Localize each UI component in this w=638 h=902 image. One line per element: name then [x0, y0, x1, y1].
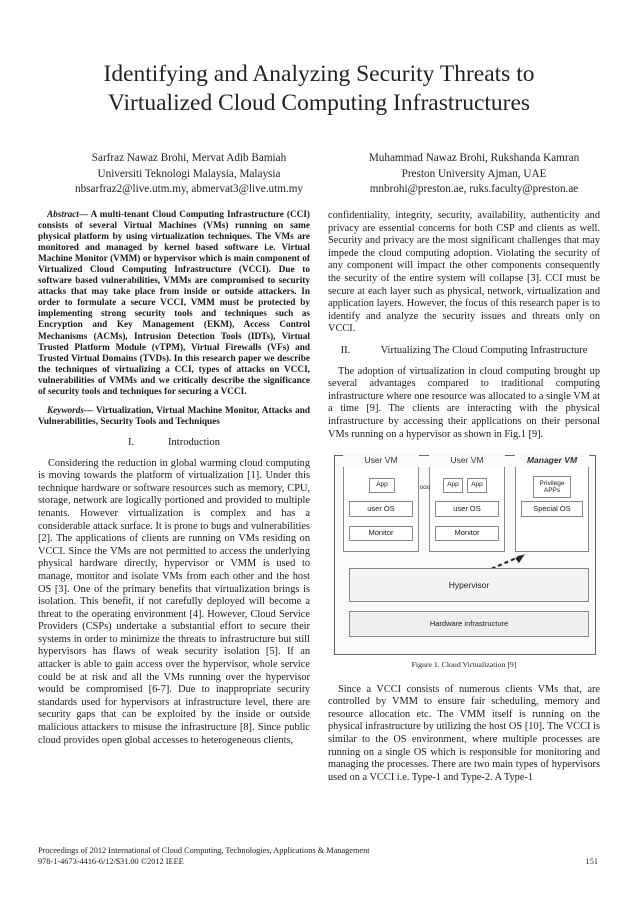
author-affiliation: Preston University Ajman, UAE [401, 167, 547, 180]
hypervisor-box: Hypervisor [349, 568, 589, 602]
introduction-paragraph: Considering the reduction in global warming cloud computing is moving towards the platform of virtualization [1]. Under this technique hardware or software resources such as memory, CPU, storage, network are logically portioned and provided to multiple tenants. However virtualization is complex and has a considerable attack surface. It is prone to bugs and vulnerabilities [2]. The applications of clients are running on VMs residing on VCCI. Since the VMs are not permitted to access the underlying physical hardware directly, hypervisor or VMM is used to manage, monitor and isolate VMs from each other and the host OS [3]. One of the primary benefits that virtualization brings is isolation. This benefit, if not carefully deployed will become a threat to the operating environment [4]. However, Cloud Service Providers (CSPs) undertake a substantial effort to secure their systems in order to minimize the threats to infrastructure but still hypervisors has flaws of weak security isolation [5]. If an attacker is able to gain access over the hypervisor, whole service could be at risk and all the VMs running over the hypervisor would be compromised [6-7]. Due to inappropriate security standards used for hypervisors at infrastructure level, there are security gaps that can be exploited by the inside or outside malicious attackers to misuse the infrastructure [8]. Since public cloud provides open global accesses to heterogeneous clients, [38, 457, 310, 746]
monitor-box-1: Monitor [349, 526, 413, 541]
figure-cloud-virtualization [334, 455, 596, 655]
keywords-label: Keywords— [47, 405, 94, 416]
abstract-text: A multi-tenant Cloud Computing Infrastructure (CCI) consists of several Virtual Machines (VMs) running on same physical platform by using virtualization techniques. The VMs are monitored and managed by kernel based software i.e. Virtual Machine Monitor (VMM) or hypervisor which is main component of Virtualized Cloud Computing Infrastructure (VCCI). Due to software based vulnerabilities, VMMs are compromised to security attacks that may take place from inside or outside attackers. In order to formulate a secure VCCI, VMM must be protected by implementing strong security tools and techniques such as Encryption and Key Management (EKM), Access Control Mechanisms (ACMs), Intrusion Detection Tools (IDTs), Virtual Trusted Platform Module (vTPM), Virtual Firewalls (VFs) and Trusted Virtual Domains (TVDs). In this research paper we describe the techniques of virtualizing a CCI, types of attacks on VCCI, vulnerabilities of VMMs and we critically describe the significance of security tools and techniques for securing a VCCI. [38, 210, 310, 397]
abstract-label: Abstract— [47, 210, 89, 220]
privilege-apps-box: Privilege APPs [533, 476, 571, 498]
author-names: Muhammad Nawaz Brohi, Rukshanda Kamran [368, 152, 580, 164]
vcci-paragraph: Since a VCCI consists of numerous clients VMs that, are controlled by VMM to ensure fair scheduling, memory and resource allocation etc. The VMM itself is running on the physical infrastructure by utilizing the host OS [10]. The VCCI is similar to the OS environment, where multiple processes are running on a single OS which is responsible for monitoring and managing the processes. There are two main types of hypervisors used on a VCCI i.e. Type-1 and Type-2. A Type-1 [328, 683, 600, 783]
author-affiliation: Universiti Teknologi Malaysia, Malaysia [97, 167, 281, 180]
virtualization-paragraph: The adoption of virtualization in cloud computing brought up several advantages compared to traditional computing infrastructure where one resource was allocated to a single VM at a time [9]. The clients are interacting with the physical infrastructure by accessing their applications on their personal VMs running on a hypervisor as shown in Fig.1 [9]. [328, 365, 600, 440]
keywords-text: Virtualization, Virtual Machine Monitor, Attacks and Vulnerabilities, Security Tools and Techniques [38, 405, 310, 427]
section-title: Virtualizing The Cloud Computing Infrastructure [380, 344, 588, 356]
proceedings-line: Proceedings of 2012 International of Cloud Computing, Technologies, Applications & Management [38, 846, 370, 855]
manager-vm-label: Manager VM [515, 454, 589, 467]
special-os-box: Special OS [521, 501, 583, 517]
title-line-1: Identifying and Analyzing Security Threats to [103, 61, 535, 87]
abstract [38, 210, 310, 398]
app-box: App [467, 478, 487, 493]
hardware-box: Hardware infrastructure [349, 611, 589, 637]
section-number: II. [340, 344, 351, 356]
app-box: App [443, 478, 463, 493]
left-column [38, 210, 310, 747]
section-heading-2 [328, 345, 600, 358]
monitor-box-2: Monitor [435, 526, 499, 541]
app-box: App [369, 478, 395, 493]
section-number: I. [128, 436, 135, 448]
isbn-line: 978-1-4673-4416-6/12/$31.00 ©2012 IEEE [38, 857, 184, 866]
paper-title [0, 60, 638, 118]
section-title: Introduction [168, 436, 220, 448]
section-heading-1 [38, 437, 310, 450]
author-block-1 [42, 151, 336, 198]
page-number: 151 [585, 857, 598, 866]
user-vm-label-2: User VM [429, 454, 505, 467]
author-email: nbsarfraz2@live.utm.my, abmervat3@live.utm.my [74, 183, 304, 195]
author-names: Sarfraz Nawaz Brohi, Mervat Adib Bamiah [91, 152, 287, 164]
ellipsis-glyph: ooo [419, 484, 431, 492]
title-line-2: Virtualized Cloud Computing Infrastructures [107, 90, 531, 116]
user-vm-label-1: User VM [343, 454, 419, 467]
right-column [328, 210, 600, 784]
page-footer [38, 845, 598, 867]
author-email: mnbrohi@preston.ae, ruks.faculty@preston.ae [369, 183, 579, 195]
figure-caption: Figure 1. Cloud Virtualization [9] [411, 660, 517, 670]
user-os-box-1: user OS [349, 501, 413, 517]
keywords [38, 406, 310, 428]
author-block-2 [334, 151, 614, 198]
user-os-box-2: user OS [435, 501, 499, 517]
continuation-paragraph: confidentiality, integrity, security, availability, authenticity and privacy are essential concerns for both CSP and clients as well. Security and privacy are the most significant challenges that may impede the cloud computing adoption. Violating the security of any component will impact the other components consequently the security of the entire system will collapse [3]. CCI must be secure at each layer such as physical, network, virtualization and application layers. However, the focus of this research paper is to identify and analyze the security issues and threats only on VCCI. [328, 210, 600, 335]
